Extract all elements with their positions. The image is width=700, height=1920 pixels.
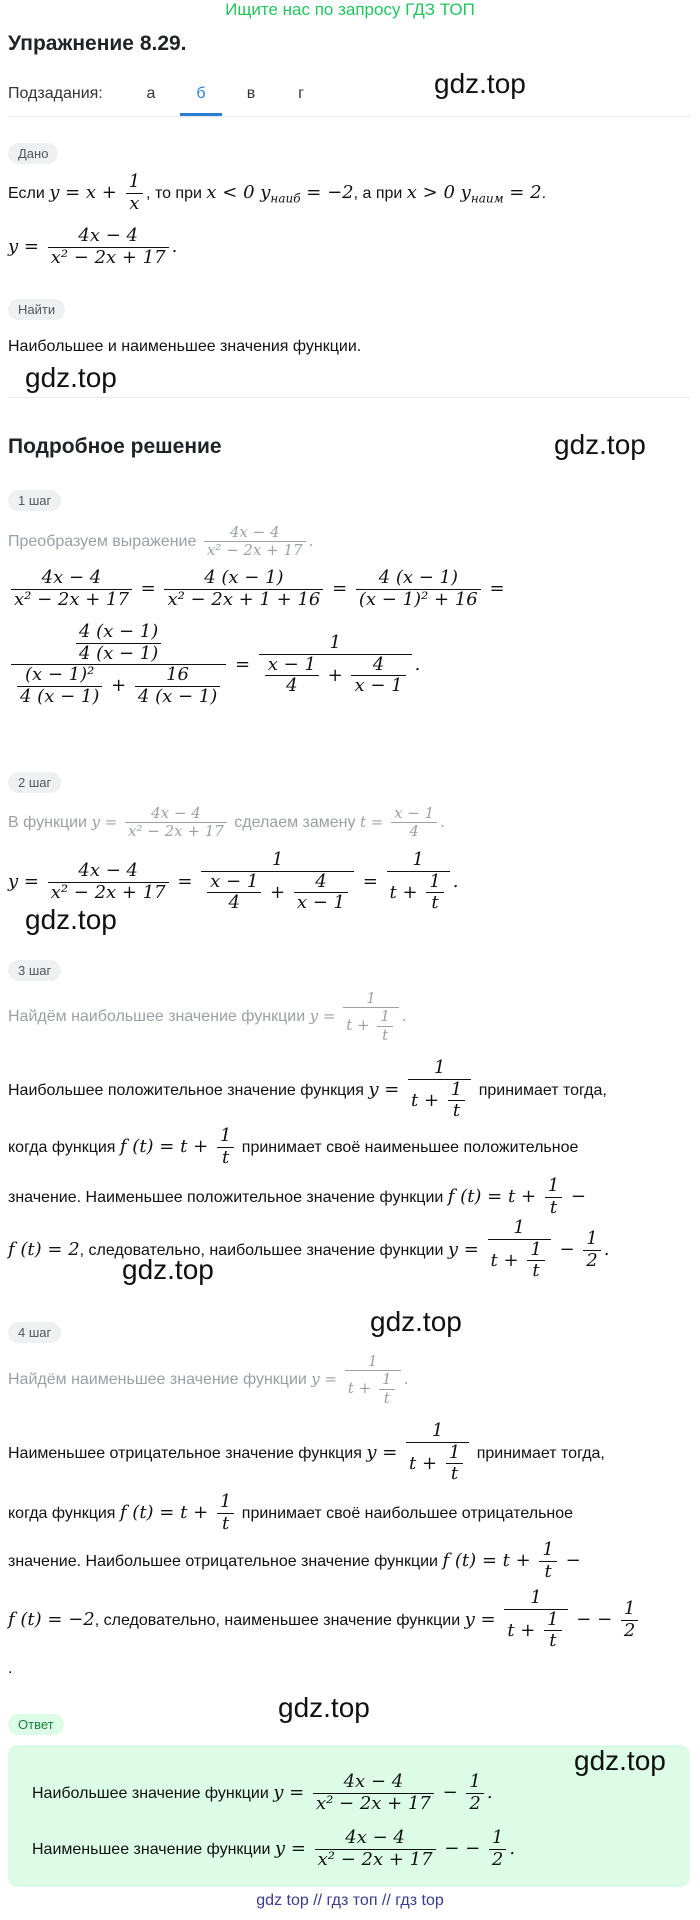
step-4-chip: 4 шаг bbox=[8, 1322, 61, 1343]
search-banner[interactable]: Ищите нас по запросу ГДЗ ТОП bbox=[225, 0, 475, 19]
find-chip: Найти bbox=[8, 299, 65, 320]
given-cond-neg: x < 0 $y_{наиб} = -2$ bbox=[206, 182, 354, 206]
step-1-transform-a: $\frac{4x - 4}{\text{x² − 2x + 17}}$ = $\frac{4 (x - 1)}{\text{x² − 2x + 1 + 16}}$ = $\frac{4 (x - 1)}{\text{(x − 1)² + 16}}$ = bbox=[8, 568, 505, 610]
step-2-result: y = $\frac{4x - 4}{\text{x² − 2x + 17}}$ = 1 $\frac{x - 1}{4}$ + $\frac{4}{x - 1}$ = 1 t + $\frac{1}{t}$ . bbox=[8, 849, 459, 914]
step-1-chip: 1 шаг bbox=[8, 490, 61, 511]
step-3-line-1: Наибольшее положительное значение функция y = 1 t + $\frac{1}{t}$ принимает тогда, bbox=[8, 1057, 607, 1122]
answer-chip: Ответ bbox=[8, 1714, 64, 1735]
step-4-line-4: f (t) = −2, следовательно, наименьшее значение функции y = 1 t + $\frac{1}{t}$ − − $\frac{1}{2}$ bbox=[8, 1588, 641, 1652]
answer-max: Наибольшее значение функции y = $\frac{4x - 4}{\text{x² − 2x + 17}}$ − $\frac{1}{2}$ . bbox=[32, 1771, 493, 1814]
divider bbox=[8, 116, 690, 117]
step-1-transform-b: $\frac{4 (x - 1)}{4 (x - 1)}$ $\frac{\text{(x − 1)²}}{4 (x - 1)}$ + $\frac{16}{4 (x - 1)}$ = 1 $\frac{x - 1}{4}$ + $\frac{4}{x - 1}$ . bbox=[8, 622, 420, 708]
watermark: gdz.top bbox=[278, 1692, 370, 1723]
subtask-tab-a[interactable]: а bbox=[146, 85, 156, 102]
subtask-tab-b[interactable]: б bbox=[196, 85, 206, 102]
given-function: y = x + $\frac{1}{x}$ bbox=[49, 182, 146, 203]
subtasks-label: Подзадания: bbox=[8, 85, 103, 102]
given-target-function: y = $\frac{4x - 4}{\text{x² − 2x + 17}}$ . bbox=[8, 225, 178, 268]
solution-title: Подробное решение bbox=[8, 435, 222, 458]
watermark: gdz.top bbox=[370, 1306, 462, 1337]
watermark: gdz.top bbox=[122, 1254, 214, 1285]
step-2-chip: 2 шаг bbox=[8, 772, 61, 793]
subtask-tab-v[interactable]: в bbox=[246, 85, 256, 102]
find-text: Наибольшее и наименьшее значения функции. bbox=[8, 338, 362, 355]
exercise-title: Упражнение 8.29. bbox=[8, 32, 187, 55]
step-1-intro: Преобразуем выражение $\frac{4x - 4}{\text{x² − 2x + 17}}$ . bbox=[8, 523, 314, 560]
divider bbox=[8, 397, 690, 398]
step-4-line-3: значение. Наибольшее отрицательное значение функции f (t) = t + $\frac{1}{t}$ − bbox=[8, 1539, 581, 1582]
step-3-chip: 3 шаг bbox=[8, 960, 61, 981]
given-cond-pos: x > 0 $y_{наим} = 2$ bbox=[406, 182, 542, 206]
step-4-intro: Найдём наименьшее значение функции y = 1 t + $\frac{1}{t}$ . bbox=[8, 1352, 409, 1407]
subtask-tab-g[interactable]: г bbox=[298, 85, 304, 102]
step-4-line-2: когда функция f (t) = t + $\frac{1}{t}$ принимает своё наибольшее отрицательное bbox=[8, 1491, 574, 1534]
step-3-intro: Найдём наибольшее значение функции y = 1 t + $\frac{1}{t}$ . bbox=[8, 989, 407, 1044]
given-condition: Если y = x + $\frac{1}{x}$ , то при x < 0 $y_{наиб} = -2$, а при x > 0 $y_{наим} = 2$. bbox=[8, 171, 547, 214]
answer-min: Наименьшее значение функции y = $\frac{4x - 4}{\text{x² − 2x + 17}}$ − − $\frac{1}{2}$ . bbox=[32, 1827, 516, 1870]
watermark: gdz.top bbox=[554, 429, 646, 460]
step-4-line-1: Наименьшее отрицательное значение функция y = 1 t + $\frac{1}{t}$ принимает тогда, bbox=[8, 1420, 605, 1485]
watermark: gdz.top bbox=[574, 1745, 666, 1776]
given-if-word: Если bbox=[8, 185, 45, 203]
step-4-tail: . bbox=[8, 1660, 13, 1677]
watermark: gdz.top bbox=[434, 68, 526, 99]
footer-links[interactable]: gdz top // гдз топ // гдз top bbox=[256, 1892, 444, 1909]
step-3-line-4: f (t) = 2, следовательно, наибольшее значение функции y = 1 t + $\frac{1}{t}$ − $\frac{1}{2}$ . bbox=[8, 1217, 610, 1282]
given-to-pri: , то при bbox=[146, 185, 202, 203]
given-a-pri: , а при bbox=[353, 185, 403, 203]
watermark: gdz.top bbox=[25, 362, 117, 393]
step-3-line-2: когда функция f (t) = t + $\frac{1}{t}$ принимает своё наименьшее положительное bbox=[8, 1125, 579, 1168]
step-2-intro: В функции y = $\frac{4x - 4}{\text{x² − 2x + 17}}$ сделаем замену t = $\frac{x - 1}{4}$ . bbox=[8, 804, 445, 841]
step-3-line-3: значение. Наименьшее положительное значение функции f (t) = t + $\frac{1}{t}$ − bbox=[8, 1175, 587, 1218]
given-chip: Дано bbox=[8, 143, 58, 164]
watermark: gdz.top bbox=[25, 904, 117, 935]
